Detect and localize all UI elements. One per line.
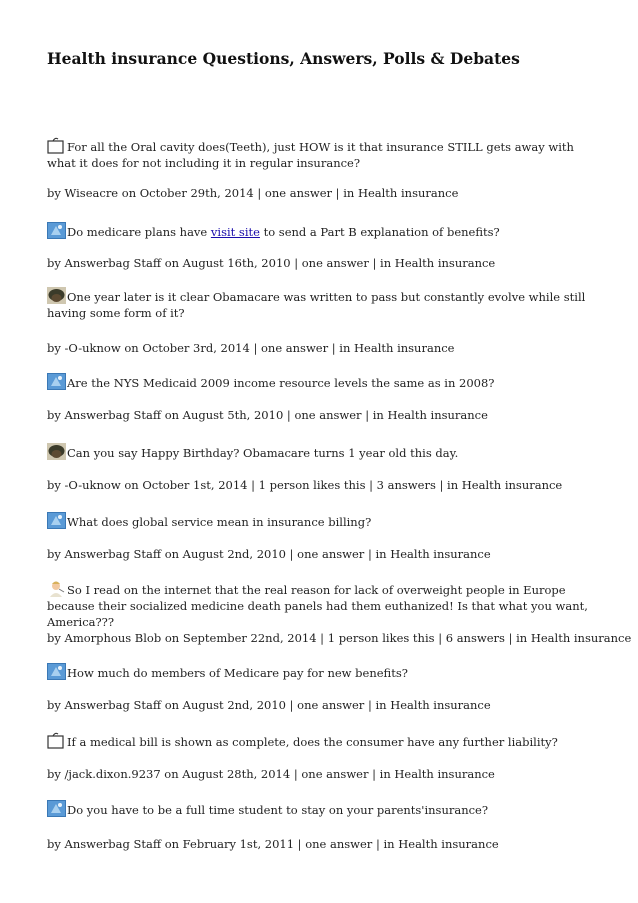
answerbag-logo-icon — [47, 512, 66, 529]
list-item — [47, 373, 595, 423]
answerbag-logo-icon — [47, 800, 66, 817]
question-text[interactable] — [47, 512, 595, 530]
question-label: Do you have to be a full time student to stay on your parents'insurance? — [67, 803, 489, 817]
question-text[interactable] — [47, 580, 595, 630]
question-label: If a medical bill is shown as complete, does the consumer have any further liability? — [67, 735, 558, 749]
list-item — [47, 222, 595, 272]
question-meta: by Answerbag Staff on August 5th, 2010 | one answer | in Health insurance — [47, 408, 488, 422]
list-item — [47, 663, 595, 713]
question-label: So I read on the internet that the real reason for lack of overweight people in Europe because their socialized medicine death panels had them euthanized! Is that what you want, America??? — [47, 583, 588, 629]
question-label: One year later is it clear Obamacare was written to pass but constantly evolve while still having some form of it? — [47, 290, 586, 320]
list-item — [47, 137, 595, 207]
question-label: For all the Oral cavity does(Teeth), just HOW is it that insurance STILL gets away with what it does for not including it in regular insurance? — [47, 140, 574, 170]
list-item — [47, 287, 595, 357]
answerbag-logo-icon — [47, 222, 66, 239]
question-meta: by Answerbag Staff on August 2nd, 2010 | one answer | in Health insurance — [47, 547, 491, 561]
question-label: Do medicare plans have — [67, 225, 208, 239]
question-text[interactable] — [47, 287, 595, 321]
list-item — [47, 732, 595, 782]
question-label: Can you say Happy Birthday? Obamacare turns 1 year old this day. — [67, 446, 459, 460]
question-meta: by Answerbag Staff on August 16th, 2010 | one answer | in Health insurance — [47, 256, 496, 270]
answerbag-logo-icon — [47, 373, 66, 390]
empty-avatar-icon — [47, 732, 66, 749]
question-label: What does global service mean in insurance billing? — [67, 515, 372, 529]
question-text[interactable] — [47, 373, 595, 391]
question-text[interactable] — [47, 732, 595, 750]
question-text[interactable] — [47, 800, 595, 818]
question-meta: by Answerbag Staff on February 1st, 2011 | one answer | in Health insurance — [47, 837, 499, 851]
list-item — [47, 580, 632, 650]
list-item — [47, 443, 595, 493]
question-meta: by -O-uknow on October 1st, 2014 | 1 person likes this | 3 answers | in Health insurance — [47, 478, 563, 492]
user-photo-icon — [47, 287, 66, 304]
question-text[interactable] — [47, 443, 595, 461]
question-label-cont: to send a Part B explanation of benefits? — [263, 225, 500, 239]
question-text[interactable] — [47, 663, 595, 681]
question-meta: by Wiseacre on October 29th, 2014 | one answer | in Health insurance — [47, 186, 459, 200]
answerbag-logo-icon — [47, 663, 66, 680]
question-label: Are the NYS Medicaid 2009 income resource levels the same as in 2008? — [67, 376, 495, 390]
list-item — [47, 512, 595, 562]
question-text[interactable] — [47, 222, 595, 240]
page-title: Health insurance Questions, Answers, Polls & Debates — [47, 49, 520, 68]
question-meta: by Answerbag Staff on August 2nd, 2010 | one answer | in Health insurance — [47, 698, 491, 712]
list-item — [47, 800, 595, 855]
empty-avatar-icon — [47, 137, 66, 154]
cartoon-avatar-icon — [47, 580, 66, 597]
question-text[interactable] — [47, 137, 595, 171]
visit-site-link[interactable]: visit site — [210, 225, 260, 239]
question-meta: by /jack.dixon.9237 on August 28th, 2014 | one answer | in Health insurance — [47, 767, 495, 781]
question-meta: by -O-uknow on October 3rd, 2014 | one answer | in Health insurance — [47, 341, 455, 355]
question-label: How much do members of Medicare pay for new benefits? — [67, 666, 408, 680]
user-photo-icon — [47, 443, 66, 460]
question-meta: by Amorphous Blob on September 22nd, 2014 | 1 person likes this | 6 answers | in Health insurance — [47, 631, 632, 645]
